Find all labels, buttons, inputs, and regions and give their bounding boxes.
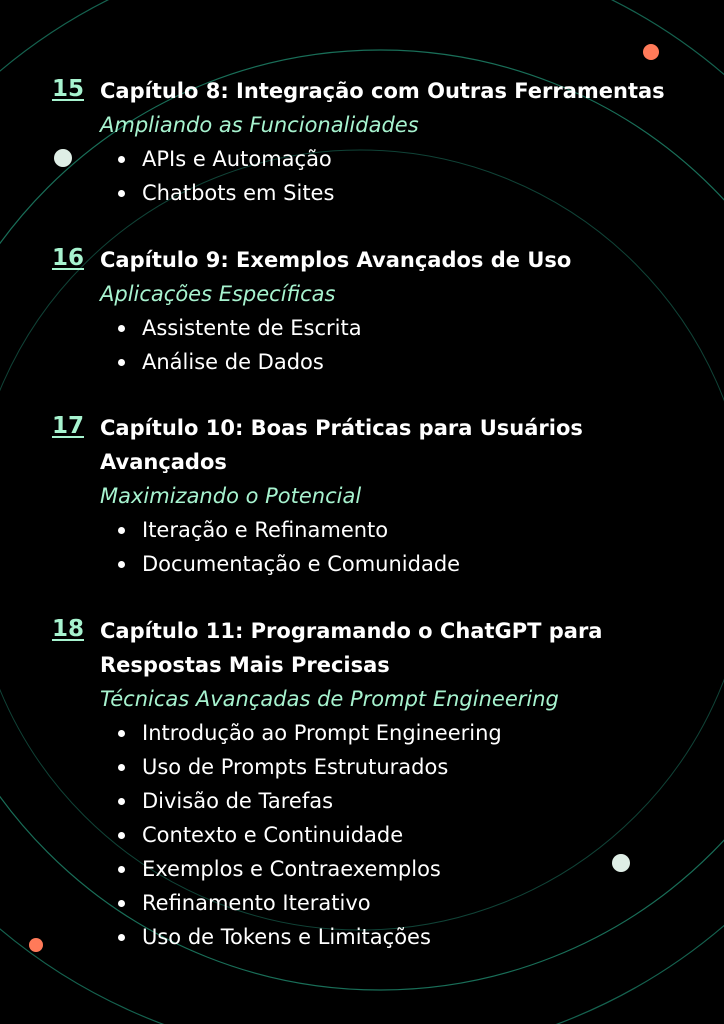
chapter-entry-15[interactable] bbox=[48, 74, 688, 210]
list-item: Introdução ao Prompt Engineering bbox=[142, 716, 688, 750]
list-item: Exemplos e Contraexemplos bbox=[142, 852, 688, 886]
chapter-subtitle: Aplicações Específicas bbox=[100, 282, 336, 306]
list-item: Uso de Tokens e Limitações bbox=[142, 920, 688, 954]
orange-dot-top-right bbox=[643, 44, 659, 60]
topic-list bbox=[48, 142, 688, 210]
chapter-title: Capítulo 9: Exemplos Avançados de Uso bbox=[100, 248, 572, 272]
list-item: Divisão de Tarefas bbox=[142, 784, 688, 818]
chapter-title: Capítulo 11: Programando o ChatGPT para Respostas Mais Precisas bbox=[100, 619, 603, 677]
chapter-entry-17[interactable] bbox=[48, 411, 688, 581]
page-number[interactable]: 16 bbox=[51, 245, 84, 271]
page-number[interactable]: 18 bbox=[51, 616, 84, 642]
chapter-entry-18[interactable] bbox=[48, 614, 688, 954]
chapter-entry-16[interactable] bbox=[48, 243, 688, 379]
chapter-subtitle: Ampliando as Funcionalidades bbox=[100, 113, 419, 137]
orange-dot-bottom-left bbox=[29, 938, 43, 952]
list-item: Documentação e Comunidade bbox=[142, 547, 688, 581]
page-number[interactable]: 15 bbox=[51, 76, 84, 102]
list-item: Iteração e Refinamento bbox=[142, 513, 688, 547]
chapter-title: Capítulo 10: Boas Práticas para Usuários Avançados bbox=[100, 416, 583, 474]
page-number[interactable]: 17 bbox=[51, 413, 84, 439]
list-item: Assistente de Escrita bbox=[142, 311, 688, 345]
list-item: APIs e Automação bbox=[142, 142, 688, 176]
list-item: Chatbots em Sites bbox=[142, 176, 688, 210]
topic-list bbox=[48, 513, 688, 581]
list-item: Uso de Prompts Estruturados bbox=[142, 750, 688, 784]
list-item: Contexto e Continuidade bbox=[142, 818, 688, 852]
list-item: Refinamento Iterativo bbox=[142, 886, 688, 920]
list-item: Análise de Dados bbox=[142, 345, 688, 379]
chapter-title: Capítulo 8: Integração com Outras Ferramentas bbox=[100, 79, 665, 103]
chapter-subtitle: Maximizando o Potencial bbox=[100, 484, 362, 508]
topic-list bbox=[48, 311, 688, 379]
chapter-subtitle: Técnicas Avançadas de Prompt Engineering bbox=[100, 687, 559, 711]
topic-list bbox=[48, 716, 688, 954]
